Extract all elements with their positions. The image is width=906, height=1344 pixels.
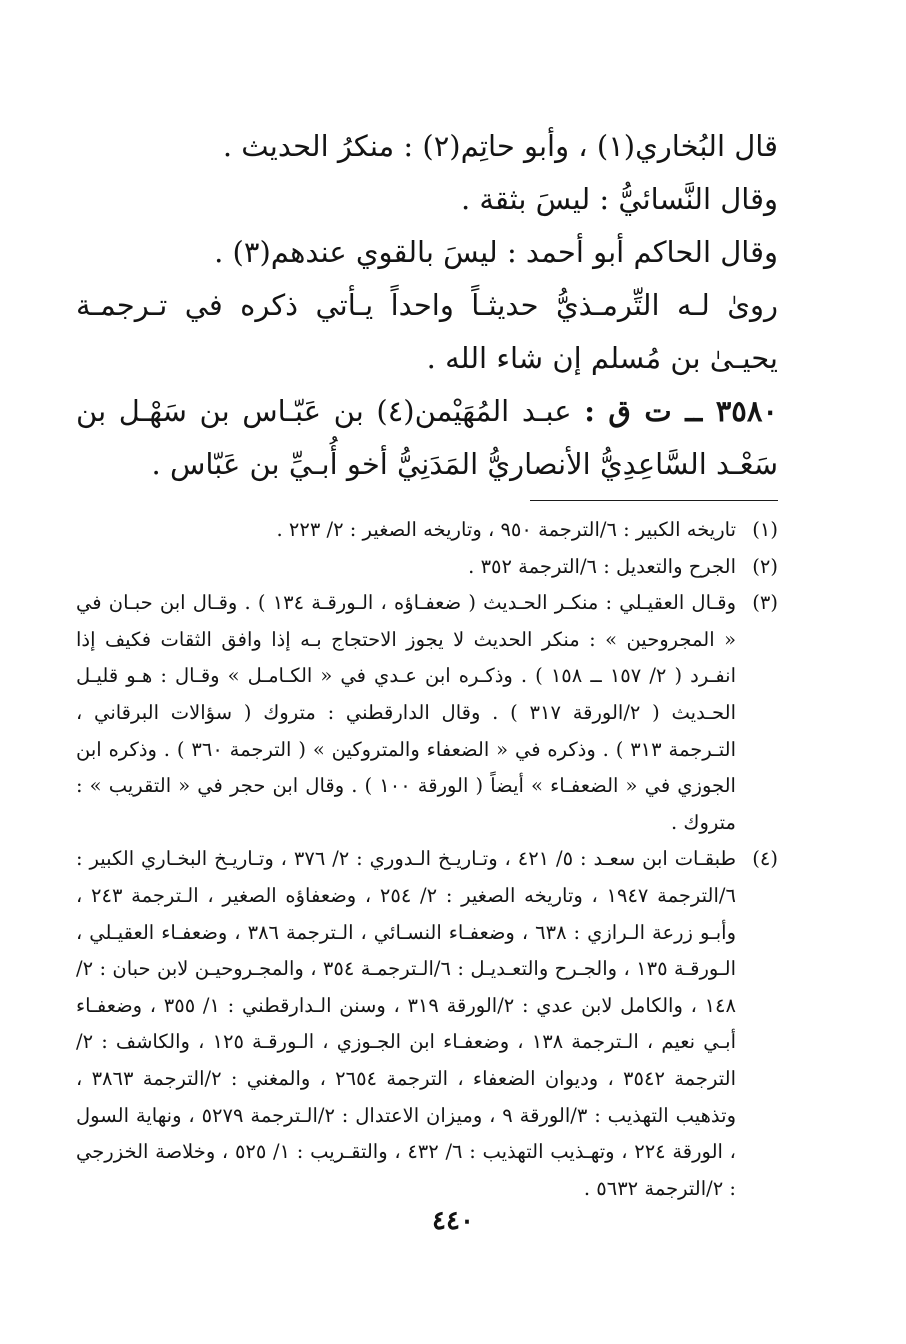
footnote-text: تاريخه الكبير : ٦/الترجمة ٩٥٠ ، وتاريخه الصغير : ٢/ ٢٢٣ . (276, 518, 736, 541)
footnote-number: (٤) (752, 847, 778, 871)
footnote-number: (٢) (752, 554, 778, 578)
footnote-2 (76, 549, 778, 586)
footnote-number: (٣) (752, 591, 778, 615)
main-text (76, 120, 778, 491)
entry-text: عبـد المُهَيْمن(٤) بن عَبّـاس بن سَهْـل بن سَعْـد السَّاعِدِيُّ الأنصاريُّ المَدَنِيُّ أخو أُبـيِّ بن عَبّاس . (76, 394, 778, 481)
biography-entry (76, 385, 778, 491)
footnote-text: الجرح والتعديل : ٦/الترجمة ٣٥٢ . (468, 554, 736, 578)
footnote-3 (76, 585, 778, 841)
entry-number: ٣٥٨٠ ــ ت ق : (584, 394, 778, 428)
page-number: ٤٤٠ (432, 1206, 474, 1236)
footnote-1 (76, 512, 778, 549)
footnote-number: (١) (752, 518, 778, 541)
text-line-hakim: وقال الحاكم أبو أحمد : ليسَ بالقوي عندهم(٣) . (214, 235, 778, 269)
text-line-nasai: وقال النَّسائيُّ : ليسَ بثقة . (460, 182, 778, 216)
text-paragraph-tirmidhi: روىٰ لـه التِّرمـذيُّ حديثـاً واحداً يـأتي ذكره في تـرجمـة يحيـىٰ بن مُسلم إن شاء الله . (76, 288, 778, 375)
text-line-bukhari: قال البُخاري(١) ، وأبو حاتِم(٢) : منكرُ الحديث . (222, 129, 778, 163)
footnote-text: وقـال العقيـلي : منكـر الحـديث ( ضعفـاؤه ، الـورقـة ١٣٤ ) . وقـال ابن حبـان في « المجروحين » : منكر الحديث لا يجوز الاحتجاج بـه إذا وافق الثقات فكيف إذا انفـرد ( ٢/ ١٥٧ ــ ١٥٨ ) . وذكـره ابن عـدي في « الكـامـل » وقـال : هـو قليـل الحـديث ( ٢/الورقة ٣١٧ ) . وقال الدارقطني : متروك ( سؤالات البرقاني ، التـرجمة ٣١٣ ) . وذكره في « الضعفاء والمتروكين » ( الترجمة ٣٦٠ ) . وذكره ابن الجوزي في « الضعفـاء » أيضاً ( الورقة ١٠٠ ) . وقال ابن حجر في « التقريب » : متروك . (76, 591, 737, 834)
footnotes (76, 512, 778, 1207)
footnote-text: طبقـات ابن سعـد : ٥/ ٤٢١ ، وتـاريـخ الـدوري : ٢/ ٣٧٦ ، وتـاريـخ البخـاري الكبير : ٦/الترجمة ١٩٤٧ ، وتاريخه الصغير : ٢/ ٢٥٤ ، وضعفاؤه الصغير ، الـترجمة ٢٤٣ ، وأبـو زرعة الـرازي : ٦٣٨ ، وضعفـاء النسـائي ، الـترجمة ٣٨٦ ، وضعفـاء العقيـلي ، الـورقـة ١٣٥ ، والجـرح والتعـديـل : ٦/الـترجمـة ٣٥٤ ، والمجـروحيـن لابن حبان : ٢/ ١٤٨ ، والكامل لابن عدي : ٢/الورقة ٣١٩ ، وسنن الـدارقطني : ١/ ٣٥٥ ، وضعفـاء أبـي نعيم ، الـترجمة ١٣٨ ، وضعفـاء ابن الجـوزي ، الـورقـة ١٢٥ ، والكاشف : ٢/الترجمة ٣٥٤٢ ، وديوان الضعفاء ، الترجمة ٢٦٥٤ ، والمغني : ٢/الترجمة ٣٨٦٣ ، وتذهيب التهذيب : ٣/الورقة ٩ ، وميزان الاعتدال : ٢/الـترجمة ٥٢٧٩ ، ونهاية السول ، الورقة ٢٢٤ ، وتهـذيب التهذيب : ٦/ ٤٣٢ ، والتقـريب : ١/ ٥٢٥ ، وخلاصة الخزرجي : ٢/الترجمة ٥٦٣٢ . (76, 847, 737, 1200)
footnote-4 (76, 841, 778, 1207)
footnote-separator (530, 500, 778, 501)
